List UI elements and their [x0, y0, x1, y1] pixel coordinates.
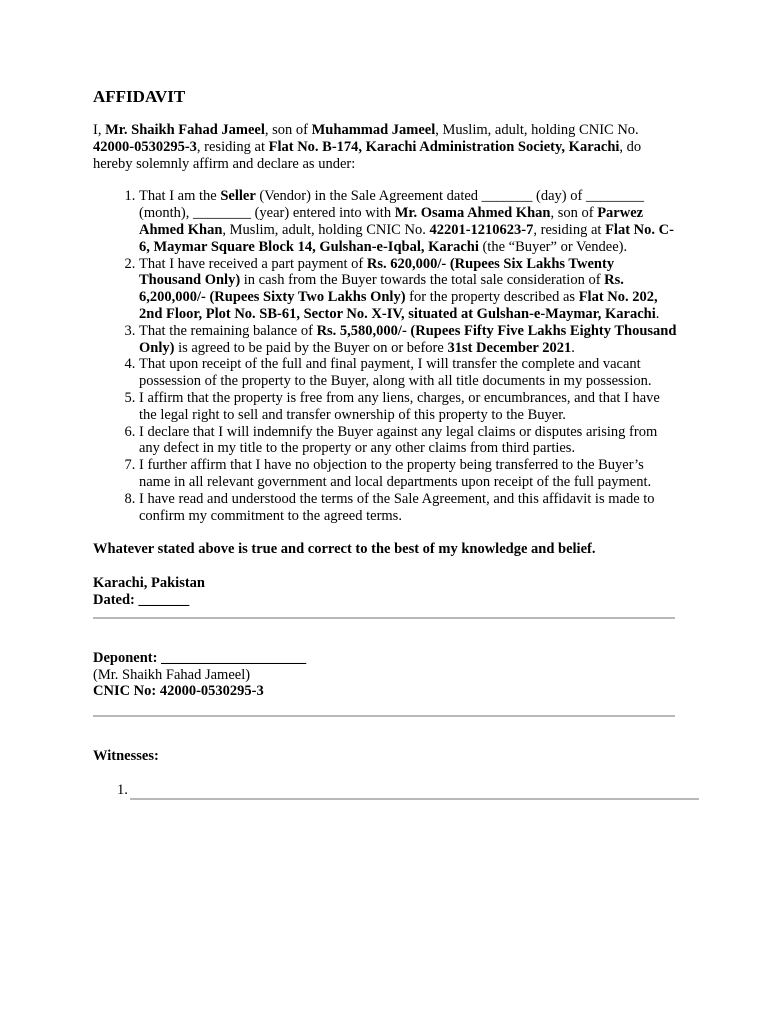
witness-signature-line: [130, 798, 699, 800]
clause-text: That I have received a part payment of: [139, 255, 367, 272]
intro-text-5: , do hereby solemnly affirm and declare as under:: [93, 138, 642, 172]
deponent-name: Mr. Shaikh Fahad Jameel: [105, 122, 265, 138]
clause-text: for the property described as: [405, 289, 579, 306]
clause-item: [139, 356, 677, 390]
clause-emphasis: Seller: [220, 188, 256, 205]
clause-text: is agreed to be paid by the Buyer on or before: [174, 339, 448, 356]
dated-line: Dated: _______: [93, 591, 190, 608]
clause-emphasis: Rs. 620,000/- (Rupees Six Lakhs Twenty Thousand Only): [139, 255, 615, 289]
clause-text: .: [655, 305, 660, 322]
affidavit-document: [93, 87, 677, 799]
deponent-cnic-line: CNIC No: 42000-0530295-3: [93, 683, 264, 700]
clause-emphasis: Flat No. C-6, Maymar Square Block 14, Gulshan-e-Iqbal, Karachi: [139, 221, 674, 255]
clause-emphasis: Rs. 5,580,000/- (Rupees Fifty Five Lakhs Eighty Thousand Only): [139, 322, 677, 356]
divider: [93, 617, 675, 619]
deponent-cnic: 42000-0530295-3: [93, 138, 197, 155]
father-name: Muhammad Jameel: [311, 122, 436, 138]
intro-text-2: , son of: [264, 122, 312, 138]
closing-statement: Whatever stated above is true and correct to the best of my knowledge and belief.: [93, 541, 596, 558]
clause-text: , Muslim, adult, holding CNIC No.: [222, 221, 430, 238]
clause-text: in cash from the Buyer towards the total sale consideration of: [240, 272, 605, 289]
clause-text: That I am the: [139, 188, 221, 205]
clause-emphasis: 42201-1210623-7: [429, 221, 534, 238]
clause-item: [139, 390, 677, 424]
clause-text: I affirm that the property is free from any liens, charges, or encumbrances, and that I have the legal right to sell and transfer ownership of this property to the Buyer.: [139, 389, 660, 423]
clause-text: I have read and understood the terms of the Sale Agreement, and this affidavit is made to confirm my commitment to the agreed terms.: [139, 490, 655, 524]
clause-text: I declare that I will indemnify the Buyer against any legal claims or disputes arising from any defect in my title to the property or any other claims from third parties.: [139, 423, 658, 457]
clause-emphasis: Mr. Osama Ahmed Khan: [394, 205, 551, 222]
clause-text: (the “Buyer” or Vendee).: [478, 238, 628, 255]
divider: [93, 715, 675, 717]
witness-list: [93, 782, 677, 799]
deponent-name-line: (Mr. Shaikh Fahad Jameel): [93, 666, 251, 683]
witnesses-heading: Witnesses:: [93, 748, 159, 765]
intro-text-4: , residing at: [196, 138, 269, 155]
clause-text: I further affirm that I have no objection to the property being transferred to the Buyer’s name in all relevant government and local departments upon receipt of the full payment.: [139, 457, 652, 490]
place-line: Karachi, Pakistan: [93, 575, 205, 592]
deponent-signature-line: Deponent: ____________________: [93, 649, 307, 666]
clause-item: [139, 424, 677, 458]
clause-emphasis: 31st December 2021: [447, 339, 572, 356]
clause-item: [139, 491, 677, 525]
intro-paragraph: [93, 122, 677, 172]
clause-item: [139, 323, 677, 357]
clause-item: [139, 457, 677, 491]
clause-text: That upon receipt of the full and final payment, I will transfer the complete and vacant possession of the property to the Buyer, along with all title documents in my possession.: [139, 356, 652, 390]
clause-item: [139, 188, 677, 255]
document-title: AFFIDAVIT: [93, 87, 186, 106]
intro-text-1: I,: [93, 122, 106, 138]
deponent-block: [93, 650, 677, 700]
clause-emphasis: Rs. 6,200,000/- (Rupees Sixty Two Lakhs Only): [139, 272, 624, 306]
witness-item: 1.: [117, 781, 128, 798]
deponent-address: Flat No. B-174, Karachi Administration Society, Karachi: [268, 138, 620, 155]
clause-text: , son of: [550, 205, 598, 222]
clause-text: That the remaining balance of: [139, 322, 317, 339]
clause-list: [93, 188, 677, 524]
clause-text: .: [571, 339, 575, 356]
clause-item: [139, 256, 677, 323]
intro-text-3: , Muslim, adult, holding CNIC No.: [435, 122, 639, 138]
clause-text: , residing at: [533, 221, 606, 238]
clause-emphasis: Flat No. 202, 2nd Floor, Plot No. SB-61, Sector No. X-IV, situated at Gulshan-e-Maymar, Karachi: [139, 289, 658, 322]
clause-text: (Vendor) in the Sale Agreement dated _______ (day) of ________ (month), ________ (year) entered into with: [139, 188, 644, 222]
clause-emphasis: Parwez Ahmed Khan: [139, 205, 644, 238]
